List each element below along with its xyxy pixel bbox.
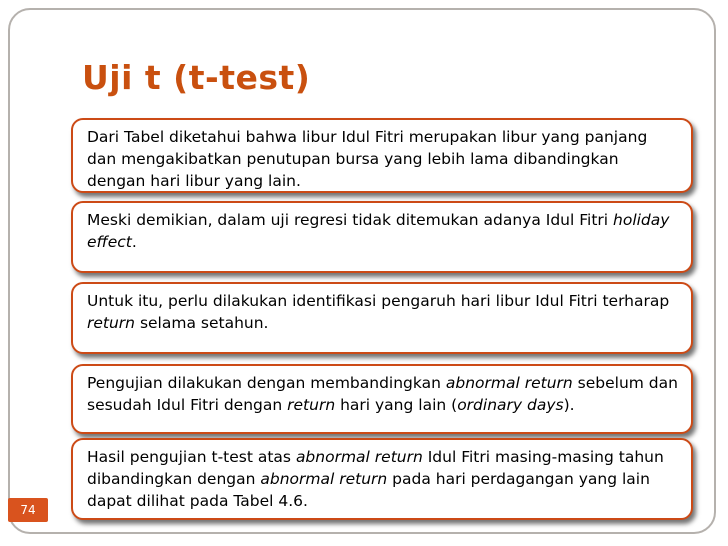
text-box-3 bbox=[71, 282, 693, 354]
text-box-4-italic-2: return bbox=[287, 396, 336, 414]
text-box-5-text-1: Hasil pengujian t-test atas bbox=[87, 448, 296, 466]
text-box-4-text-4: ). bbox=[563, 396, 575, 414]
text-box-2-text-end: . bbox=[131, 233, 137, 251]
text-box-4-text-1: Pengujian dilakukan dengan membandingkan bbox=[87, 374, 446, 392]
slide-title: Uji t (t-test) bbox=[82, 58, 311, 97]
text-box-3-text-end: selama setahun. bbox=[135, 314, 269, 332]
text-box-4-italic-3: ordinary days bbox=[457, 396, 564, 414]
text-box-3-text: Untuk itu, perlu dilakukan identifikasi pengaruh hari libur Idul Fitri terharap bbox=[87, 292, 670, 310]
text-box-4 bbox=[71, 364, 693, 434]
text-box-1 bbox=[71, 118, 693, 193]
text-box-4-text-3: hari yang lain ( bbox=[335, 396, 458, 414]
text-box-5-text-2: Idul Fitri masing-masing tahun dibandingkan dengan bbox=[87, 448, 664, 488]
text-box-2-italic: holiday effect bbox=[87, 211, 670, 251]
text-box-5-italic-1: abnormal return bbox=[295, 448, 423, 466]
text-box-1-text: Dari Tabel diketahui bahwa libur Idul Fitri merupakan libur yang panjang dan mengakibatkan penutupan bursa yang lebih lama dibandingkan dengan hari libur yang lain. bbox=[87, 128, 648, 190]
text-box-5-text-3: pada hari perdagangan yang lain dapat dilihat pada Tabel 4.6. bbox=[87, 470, 650, 510]
text-box-3-italic: return bbox=[87, 314, 136, 332]
text-box-5-italic-2: abnormal return bbox=[260, 470, 388, 488]
text-box-2-text: Meski demikian, dalam uji regresi tidak ditemukan adanya Idul Fitri bbox=[87, 211, 614, 229]
text-box-4-italic-1: abnormal return bbox=[445, 374, 573, 392]
page-number-badge: 74 bbox=[8, 498, 48, 522]
text-box-5 bbox=[71, 438, 693, 520]
text-box-2 bbox=[71, 201, 693, 273]
text-box-4-text-2: sebelum dan sesudah Idul Fitri dengan bbox=[87, 374, 678, 414]
